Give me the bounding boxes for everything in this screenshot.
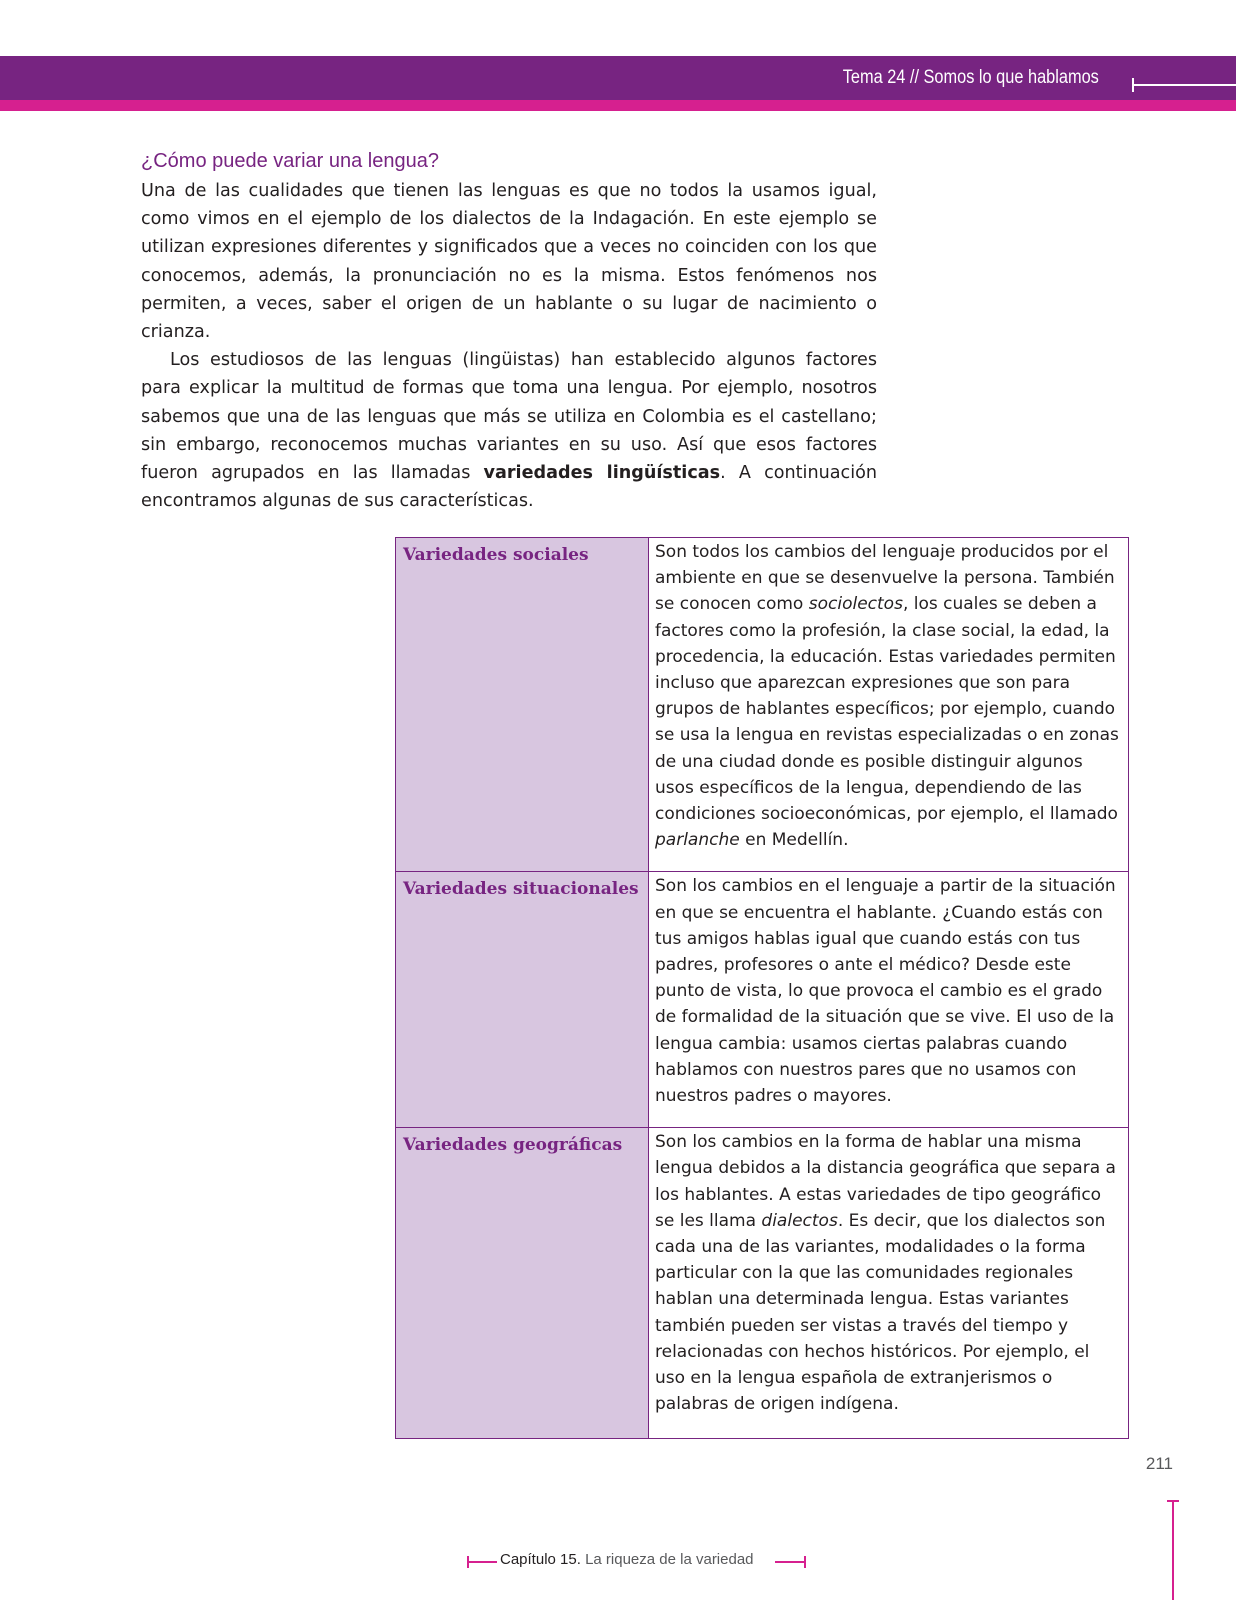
chapter-label: Capítulo 15. [500, 1551, 581, 1568]
section-heading: ¿Cómo puede variar una lengua? [141, 150, 439, 172]
description-cell-situational: Son los cambios en el lenguaje a partir de la situación en que se encuentra el hablante. ¿Cuando estás con tus amigos hablas igual que cuando estás con tus padres, profesores o ante el médico? Desde este punto de vista, lo que provoca el cambio es el grado de formalidad de la situación que se vive. El uso de la lengua cambia: usamos ciertas palabras cuando hablamos con nuestros pares que no usamos con nuestros padres o mayores. [649, 872, 1129, 1128]
header-accent-stripe [0, 100, 1236, 111]
description-text: Son todos los cambios del lenguaje producidos por el ambiente en que se desenvuelve la persona. También se conocen como [655, 542, 1115, 615]
paragraph-2-text-after: . A continuación encontramos algunas de sus características. [141, 463, 877, 512]
description-text: , los cuales se deben a factores como la profesión, la clase social, la edad, la procedencia, la educación. Estas variedades permiten incluso que aparezcan expresiones que son para grupos de hablantes específicos; por ejemplo, cuando se usa la lengua en revistas especializadas o en zonas de una ciudad donde es posible distinguir algunos usos específicos de la lengua, dependiendo de las condiciones socioeconómicas, por ejemplo, el llamado [655, 594, 1119, 825]
running-title: Tema 24 // Somos lo que hablamos [842, 67, 1099, 88]
chapter-title: La riqueza de la variedad [585, 1551, 754, 1568]
table-row [396, 538, 1129, 872]
italic-term: sociolectos [808, 594, 903, 615]
page-number: 211 [1145, 1454, 1173, 1473]
side-rule-tick [1167, 1500, 1179, 1502]
italic-term: dialectos [761, 1210, 838, 1231]
footer-line-left [467, 1561, 497, 1563]
description-text: . Es decir, que los dialectos son cada una de las variantes, modalidades o la forma particular con la que las comunidades regionales hablan una determinada lengua. Estas variantes también pueden ser vistas a través del tiempo y relacionadas con hechos históricos. Por ejemplo, el uso en la lengua española de extranjerismos o palabras de origen indígena. [655, 1210, 1106, 1415]
italic-term: parlanche [655, 830, 740, 851]
paragraph-2 [141, 346, 877, 515]
description-cell-geographic [649, 1128, 1129, 1439]
category-cell-geographic: Variedades geográficas [396, 1128, 649, 1439]
paragraph-1: Una de las cualidades que tienen las lenguas es que no todos la usamos igual, como vimos en el ejemplo de los dialectos de la Indagación. En este ejemplo se utilizan expresiones diferentes y significados que a veces no coinciden con los que conocemos, además, la pronunciación no es la misma. Estos fenómenos nos permiten, a veces, saber el origen de un hablante o su lugar de nacimiento o crianza. [141, 181, 877, 343]
chapter-footer [500, 1551, 754, 1568]
footer-line-right [775, 1561, 805, 1563]
description-text: Son los cambios en la forma de hablar una misma lengua debidos a la distancia geográfica que separa a los hablantes. A estas variedades de tipo geográfico se les llama [655, 1132, 1116, 1231]
category-cell-situational: Variedades situacionales [396, 872, 649, 1128]
header-rule-tick [1132, 78, 1134, 92]
footer [0, 1551, 1236, 1573]
header-rule [1132, 84, 1236, 86]
description-cell-social [649, 538, 1129, 872]
category-cell-social: Variedades sociales [396, 538, 649, 872]
key-term-bold: variedades lingüísticas [483, 463, 721, 484]
table-row [396, 1128, 1129, 1439]
footer-tick-right [804, 1556, 806, 1568]
side-rule [1172, 1500, 1174, 1600]
paragraph-2-text-before: Los estudiosos de las lenguas (lingüistas) han establecido algunos factores para explicar la multitud de formas que toma una lengua. Por ejemplo, nosotros sabemos que una de las lenguas que más se utiliza en Colombia es el castellano; sin embargo, reconocemos muchas variantes en su uso. Así que esos factores fueron agrupados en las llamadas [141, 350, 877, 484]
body-text [141, 177, 877, 515]
varieties-table [395, 537, 1129, 1439]
table-row [396, 872, 1129, 1128]
description-text: en Medellín. [739, 830, 849, 851]
